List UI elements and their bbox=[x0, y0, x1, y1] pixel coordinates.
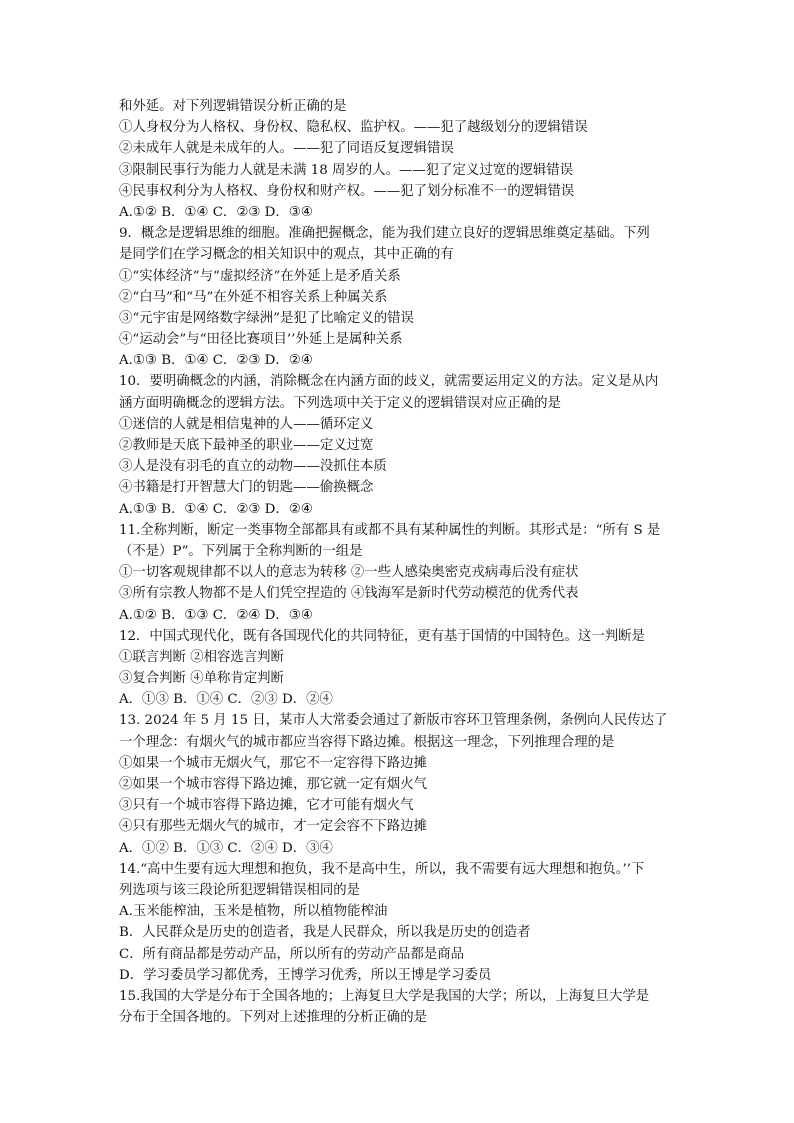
text-line: A.玉米能榨油，玉米是植物，所以植物能榨油 bbox=[119, 904, 388, 920]
text-line: ④只有那些无烟火气的城市，才一定会容不下路边摊 bbox=[119, 819, 427, 835]
text-line: ①联言判断 ②相容选言判断 bbox=[119, 649, 284, 665]
text-line: （不是）P”。下列属于全称判断的一组是 bbox=[119, 543, 363, 559]
text-line: ④书籍是打开智慧大门的钥匙——偷换概念 bbox=[119, 480, 374, 496]
text-line: 14.“高中生要有远大理想和抱负，我不是高中生，所以，我不需要有远大理想和抱负。’’下 bbox=[119, 861, 645, 877]
text-line: 一个理念：有烟火气的城市都应当容得下路边摊。根据这一理念，下列推理合理的是 bbox=[119, 734, 615, 750]
text-line: ③限制民事行为能力人就是未满 18 周岁的人。——犯了定义过宽的逻辑错误 bbox=[119, 162, 574, 178]
text-line: 10．要明确概念的内涵，消除概念在内涵方面的歧义，就需要运用定义的方法。定义是从内 bbox=[119, 374, 659, 390]
text-line: A.①② B．①④ C．②③ D．③④ bbox=[119, 204, 313, 220]
text-line: A.①③ B．①④ C．②③ D．②④ bbox=[119, 501, 313, 517]
text-line: 和外延。对下列逻辑错误分析正确的是 bbox=[119, 99, 347, 114]
text-line: 13. 2024 年 5 月 15 日，某市人大常委会通过了新版市容环卫管理条例，条例向人民传达了 bbox=[119, 713, 668, 729]
text-line: C．所有商品都是劳动产品，所以所有的劳动产品都是商品 bbox=[119, 946, 465, 962]
text-line: A.①② B．①③ C．②④ D．③④ bbox=[119, 607, 313, 623]
text-line: ④“运动会”与“田径比赛项目’’外延上是属种关系 bbox=[119, 332, 403, 348]
text-line: ②如果一个城市容得下路边摊，那它就一定有烟火气 bbox=[119, 777, 427, 792]
text-line: A．①② B．①③ C．②④ D．③④ bbox=[119, 840, 333, 856]
document-page bbox=[119, 96, 679, 1028]
text-line: 15.我国的大学是分布于全国各地的；上海复旦大学是我国的大学；所以，上海复旦大学是 bbox=[119, 988, 650, 1004]
text-line: ②“白马”和“马”在外延不相容关系上种属关系 bbox=[119, 289, 388, 305]
text-line: D．学习委员学习都优秀，王博学习优秀，所以王博是学习委员 bbox=[119, 967, 492, 983]
text-line: ③“元宇宙是网络数字绿洲”是犯了比喻定义的错误 bbox=[119, 310, 414, 326]
text-line: ①人身权分为人格权、身份权、隐私权、监护权。——犯了越级划分的逻辑错误 bbox=[119, 120, 588, 136]
text-line: 涵方面明确概念的逻辑方法。下列选项中关于定义的逻辑错误对应正确的是 bbox=[119, 395, 561, 411]
text-line: A．①③ B．①④ C．②③ D．②④ bbox=[119, 692, 333, 708]
text-line: 分布于全国各地的。下列对上述推理的分析正确的是 bbox=[119, 1010, 427, 1026]
text-line: ③复合判断 ④单称肯定判断 bbox=[119, 671, 284, 687]
text-line: ①一切客观规律都不以人的意志为转移 ②一些人感染奥密克戎病毒后没有症状 bbox=[119, 565, 579, 581]
text-line: 是同学们在学习概念的相关知识中的观点，其中正确的有 bbox=[119, 247, 454, 263]
text-line: ②未成年人就是未成年的人。——犯了同语反复逻辑错误 bbox=[119, 141, 454, 157]
text-line: ③人是没有羽毛的直立的动物——没抓住本质 bbox=[119, 459, 387, 475]
text-line: ①迷信的人就是相信鬼神的人——循环定义 bbox=[119, 416, 374, 432]
text-line: A.①③ B．①④ C．②③ D．②④ bbox=[119, 353, 313, 369]
text-line: ②教师是天底下最神圣的职业——定义过宽 bbox=[119, 438, 374, 453]
text-line: ③所有宗教人物都不是人们凭空捏造的 ④钱海军是新时代劳动模范的优秀代表 bbox=[119, 586, 579, 602]
text-line: ④民事权利分为人格权、身份权和财产权。——犯了划分标准不一的逻辑错误 bbox=[119, 183, 575, 199]
text-line: 列选项与该三段论所犯逻辑错误相同的是 bbox=[119, 882, 361, 898]
text-line: B．人民群众是历史的创造者，我是人民群众，所以我是历史的创造者 bbox=[119, 925, 531, 941]
text-line: 11.全称判断，断定一类事物全部都具有或都不具有某种属性的判断。其形式是：“所有 S 是 bbox=[119, 522, 661, 538]
text-line: ①“实体经济”与“虚拟经济”在外延上是矛盾关系 bbox=[119, 268, 401, 284]
text-line: 9．概念是逻辑思维的细胞。准确把握概念，能为我们建立良好的逻辑思维奠定基础。下列 bbox=[119, 226, 650, 242]
text-line: ③只有一个城市容得下路边摊，它才可能有烟火气 bbox=[119, 798, 414, 814]
text-line: ①如果一个城市无烟火气，那它不一定容得下路边摊 bbox=[119, 755, 427, 771]
text-line: 12．中国式现代化，既有各国现代化的共同特征，更有基于国情的中国特色。这一判断是 bbox=[119, 628, 645, 644]
